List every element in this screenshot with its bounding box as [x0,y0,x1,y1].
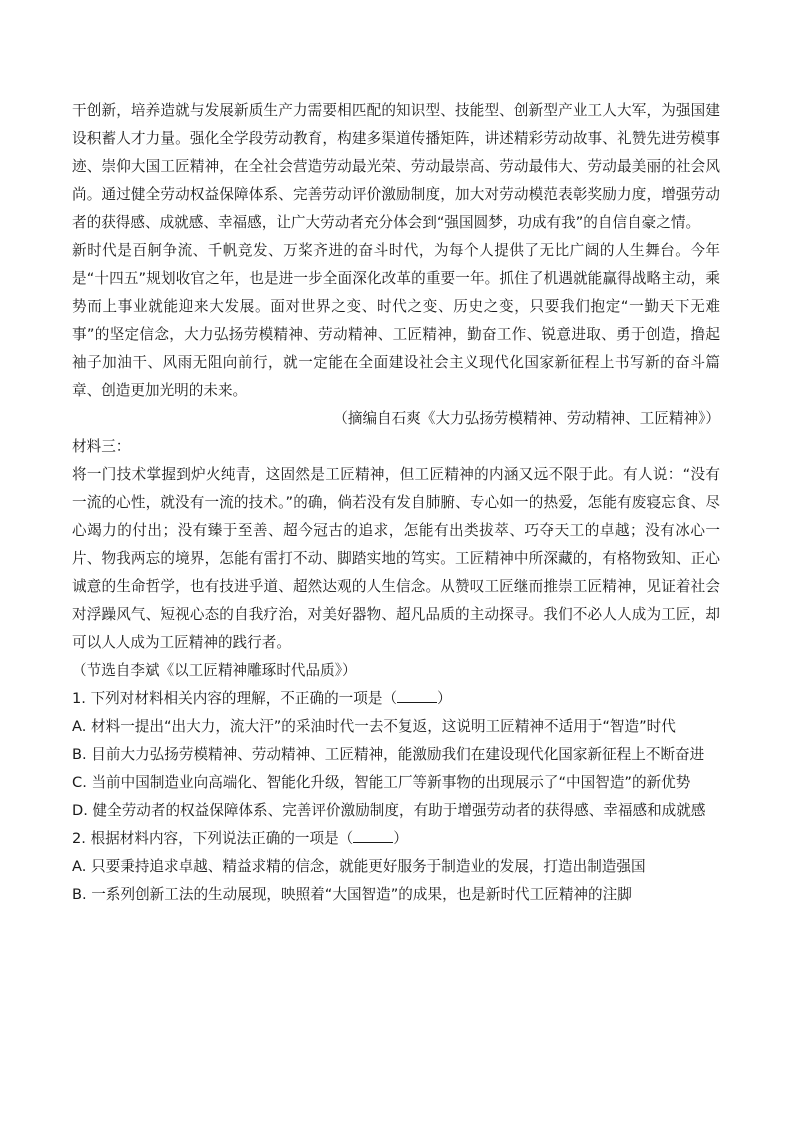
question-2-stem-close: ） [393,830,408,847]
exam-page [72,97,720,909]
material3-paragraph: 将一门技术掌握到炉火纯青，这固然是工匠精神，但工匠精神的内涵又远不限于此。有人说：“没有一流的心性，就没有一流的技术。”的确，倘若没有发自肺腑、专心如一的热爱，怎能有废寝忘食、尽心竭力的付出；没有臻于至善、超今冠古的追求，怎能有出类拔萃、巧夺天工的卓越；没有冰心一片、物我两忘的境界，怎能有雷打不动、脚踏实地的笃实。工匠精神中所深藏的，有格物致知、正心诚意的生命哲学，也有技进乎道、超然达观的人生信念。从赞叹工匠继而推崇工匠精神，见证着社会对浮躁风气、短视心态的自我疗治，对美好器物、超凡品质的主动探寻。我们不必人人成为工匠，却可以人人成为工匠精神的践行者。 [72,466,720,651]
material3-label: 材料三： [72,438,131,455]
material2-source: （摘编自石爽《大力弘扬劳模精神、劳动精神、工匠精神》） [333,410,720,427]
question-2-option-a[interactable]: A. 只要秉持追求卓越、精益求精的信念，就能更好服务于制造业的发展，打造出制造强国 [72,858,646,875]
question-1-stem-text: 1. 下列对材料相关内容的理解，不正确的一项是（ [72,690,398,707]
question-2-stem-text: 2. 根据材料内容，下列说法正确的一项是（ [72,830,354,847]
question-1-stem-close: ） [437,690,452,707]
material2-paragraph-2: 新时代是百舸争流、千帆竞发、万桨齐进的奋斗时代，为每个人提供了无比广阔的人生舞台。今年是“十四五”规划收官之年，也是进一步全面深化改革的重要一年。抓住了机遇就能赢得战略主动，乘势而上事业就能迎来大发展。面对世界之变、时代之变、历史之变，只要我们抱定“一勤天下无难事”的坚定信念，大力弘扬劳模精神、劳动精神、工匠精神，勤奋工作、锐意进取、勇于创造，撸起袖子加油干、风雨无阻向前行，就一定能在全面建设社会主义现代化国家新征程上书写新的奋斗篇章、创造更加光明的未来。 [72,242,720,399]
question-1-stem [72,685,720,713]
question-1-option-d[interactable]: D. 健全劳动者的权益保障体系、完善评价激励制度，有助于增强劳动者的获得感、幸福感和成就感 [72,802,706,819]
material2-paragraph-1: 干创新，培养造就与发展新质生产力需要相匹配的知识型、技能型、创新型产业工人大军，为强国建设积蓄人才力量。强化全学段劳动教育，构建多渠道传播矩阵，讲述精彩劳动故事、礼赞先进劳模事迹、崇仰大国工匠精神，在全社会营造劳动最光荣、劳动最崇高、劳动最伟大、劳动最美丽的社会风尚。通过健全劳动权益保障体系、完善劳动评价激励制度，加大对劳动模范表彰奖励力度，增强劳动者的获得感、成就感、幸福感，让广大劳动者充分体会到“强国圆梦，功成有我”的自信自豪之情。 [72,102,720,231]
material3-source: （节选自李斌《以工匠精神雕琢时代品质》） [72,662,357,679]
answer-blank[interactable] [397,688,437,703]
question-1-option-a[interactable]: A. 材料一提出“出大力，流大汗”的采油时代一去不复返，这说明工匠精神不适用于“智造”时代 [72,718,676,735]
question-2-option-b[interactable]: B. 一系列创新工法的生动展现，映照着“大国智造”的成果，也是新时代工匠精神的注脚 [72,886,632,903]
question-1-option-b[interactable]: B. 目前大力弘扬劳模精神、劳动精神、工匠精神，能激励我们在建设现代化国家新征程上不断奋进 [72,746,705,763]
answer-blank[interactable] [353,828,393,843]
question-2 [72,825,720,909]
question-1-option-c[interactable]: C. 当前中国制造业向高端化、智能化升级，智能工厂等新事物的出现展示了“中国智造”的新优势 [72,774,691,791]
question-1 [72,685,720,825]
question-2-stem [72,825,720,853]
